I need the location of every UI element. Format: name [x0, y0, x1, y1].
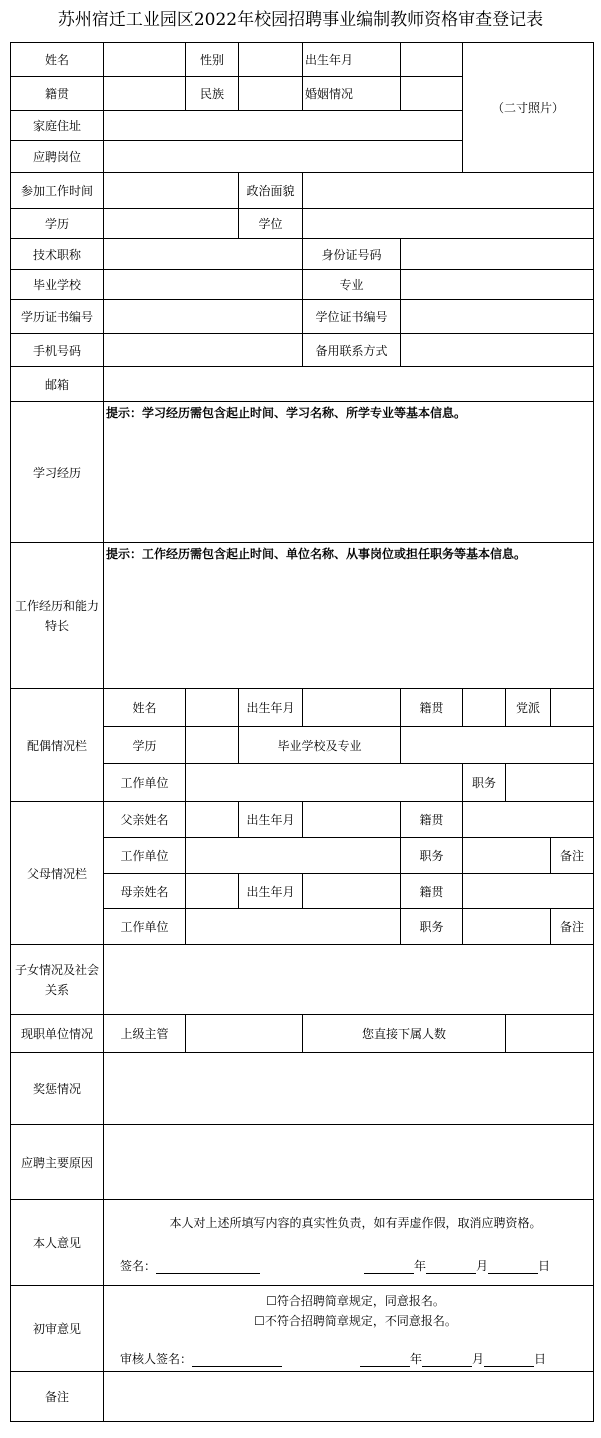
- father-birth-field[interactable]: [303, 802, 401, 838]
- spouse-party-label: 党派: [506, 689, 551, 727]
- mother-name-label: 母亲姓名: [104, 874, 186, 909]
- father-name-field[interactable]: [186, 802, 239, 838]
- spouse-name-field[interactable]: [186, 689, 239, 727]
- name-label: 姓名: [11, 43, 104, 77]
- father-birth-label: 出生年月: [239, 802, 303, 838]
- reviewer-sign-blank[interactable]: [192, 1352, 282, 1367]
- spouse-birth-label: 出生年月: [239, 689, 303, 727]
- spouse-section-label: 配偶情况栏: [11, 689, 104, 802]
- spouse-work-unit-field[interactable]: [186, 764, 463, 802]
- study-history-field[interactable]: 提示：学习经历需包含起止时间、学习名称、所学专业等基本信息。: [104, 402, 594, 543]
- political-field[interactable]: [303, 173, 594, 209]
- degree-field[interactable]: [303, 209, 594, 239]
- tech-title-field[interactable]: [104, 239, 303, 270]
- mother-birth-label: 出生年月: [239, 874, 303, 909]
- review-opinion-field[interactable]: [104, 1286, 594, 1372]
- children-field[interactable]: [104, 945, 594, 1015]
- reason-label: 应聘主要原因: [11, 1125, 104, 1200]
- self-month-label: 月: [476, 1258, 489, 1273]
- position-label: 应聘岗位: [11, 141, 104, 173]
- marital-label: 婚姻情况: [303, 77, 401, 111]
- reviewer-sign-label: 审核人签名：: [120, 1351, 193, 1366]
- ethnic-label: 民族: [186, 77, 239, 111]
- review-day-blank[interactable]: [484, 1352, 534, 1367]
- id-number-label: 身份证号码: [303, 239, 401, 270]
- self-opinion-label: 本人意见: [11, 1200, 104, 1286]
- self-day-blank[interactable]: [488, 1259, 538, 1274]
- mother-native-field[interactable]: [463, 874, 594, 909]
- father-remark-label: 备注: [551, 838, 594, 874]
- mother-native-label: 籍贯: [401, 874, 463, 909]
- subordinates-field[interactable]: [506, 1015, 594, 1053]
- edu-cert-field[interactable]: [104, 300, 303, 334]
- spouse-name-label: 姓名: [104, 689, 186, 727]
- birth-label: 出生年月: [303, 43, 401, 77]
- mother-name-field[interactable]: [186, 874, 239, 909]
- declaration-text: 本人对上述所填写内容的真实性负责，如有弄虚作假，取消应聘资格。: [169, 1215, 542, 1230]
- mother-duty-label: 职务: [401, 909, 463, 945]
- degree-label: 学位: [239, 209, 303, 239]
- spouse-school-major-field[interactable]: [401, 727, 594, 764]
- children-label: 子女情况及社会关系: [11, 945, 104, 1015]
- father-work-unit-field[interactable]: [186, 838, 401, 874]
- registration-form: [10, 42, 594, 1422]
- mobile-field[interactable]: [104, 334, 303, 367]
- work-history-field[interactable]: 提示：工作经历需包含起止时间、单位名称、从事岗位或担任职务等基本信息。: [104, 543, 594, 689]
- marital-field[interactable]: [401, 77, 463, 111]
- photo-placeholder[interactable]: （二寸照片）: [463, 43, 594, 173]
- notes-label: 备注: [11, 1372, 104, 1422]
- check-approve[interactable]: ☐符合招聘简章规定，同意报名。: [266, 1293, 445, 1308]
- spouse-duty-label: 职务: [463, 764, 506, 802]
- notes-field[interactable]: [104, 1372, 594, 1422]
- study-history-label: 学习经历: [11, 402, 104, 543]
- self-month-blank[interactable]: [426, 1259, 476, 1274]
- father-work-unit-label: 工作单位: [104, 838, 186, 874]
- position-field[interactable]: [104, 141, 463, 173]
- reason-field[interactable]: [104, 1125, 594, 1200]
- backup-contact-label: 备用联系方式: [303, 334, 401, 367]
- review-month-blank[interactable]: [422, 1352, 472, 1367]
- degree-cert-field[interactable]: [401, 300, 594, 334]
- email-field[interactable]: [104, 367, 594, 402]
- subordinates-label: 您直接下属人数: [303, 1015, 506, 1053]
- self-opinion-field[interactable]: [104, 1200, 594, 1286]
- address-label: 家庭住址: [11, 111, 104, 141]
- mother-birth-field[interactable]: [303, 874, 401, 909]
- spouse-birth-field[interactable]: [303, 689, 401, 727]
- review-month-label: 月: [472, 1351, 485, 1366]
- major-label: 专业: [303, 270, 401, 300]
- review-year-blank[interactable]: [360, 1352, 410, 1367]
- self-day-label: 日: [538, 1258, 551, 1273]
- self-year-blank[interactable]: [364, 1259, 414, 1274]
- spouse-education-label: 学历: [104, 727, 186, 764]
- father-native-label: 籍贯: [401, 802, 463, 838]
- birth-field[interactable]: [401, 43, 463, 77]
- superior-field[interactable]: [186, 1015, 303, 1053]
- father-duty-field[interactable]: [463, 838, 551, 874]
- review-year-label: 年: [410, 1351, 423, 1366]
- review-day-label: 日: [534, 1351, 547, 1366]
- awards-field[interactable]: [104, 1053, 594, 1125]
- parents-section-label: 父母情况栏: [11, 802, 104, 945]
- spouse-duty-field[interactable]: [506, 764, 594, 802]
- superior-label: 上级主管: [104, 1015, 186, 1053]
- gender-label: 性别: [186, 43, 239, 77]
- gender-field[interactable]: [239, 43, 303, 77]
- ethnic-field[interactable]: [239, 77, 303, 111]
- awards-label: 奖惩情况: [11, 1053, 104, 1125]
- school-label: 毕业学校: [11, 270, 104, 300]
- spouse-party-field[interactable]: [551, 689, 594, 727]
- native-label: 籍贯: [11, 77, 104, 111]
- education-field[interactable]: [104, 209, 239, 239]
- current-unit-label: 现职单位情况: [11, 1015, 104, 1053]
- school-field[interactable]: [104, 270, 303, 300]
- work-start-label: 参加工作时间: [11, 173, 104, 209]
- spouse-native-label: 籍贯: [401, 689, 463, 727]
- mobile-label: 手机号码: [11, 334, 104, 367]
- native-field[interactable]: [104, 77, 186, 111]
- page-title: 苏州宿迁工业园区2022年校园招聘事业编制教师资格审查登记表: [57, 10, 544, 30]
- father-duty-label: 职务: [401, 838, 463, 874]
- work-start-field[interactable]: [104, 173, 239, 209]
- mother-remark-label: 备注: [551, 909, 594, 945]
- id-number-field[interactable]: [401, 239, 594, 270]
- signature-label: 签名：: [120, 1258, 157, 1273]
- spouse-school-major-label: 毕业学校及专业: [239, 727, 401, 764]
- major-field[interactable]: [401, 270, 594, 300]
- self-signature-row: [106, 1252, 591, 1274]
- mother-duty-field[interactable]: [463, 909, 551, 945]
- signature-blank[interactable]: [156, 1259, 260, 1274]
- work-history-label: 工作经历和能力特长: [11, 543, 104, 689]
- review-opinion-label: 初审意见: [11, 1286, 104, 1372]
- political-label: 政治面貌: [239, 173, 303, 209]
- edu-cert-label: 学历证书编号: [11, 300, 104, 334]
- father-native-field[interactable]: [463, 802, 594, 838]
- name-field[interactable]: [104, 43, 186, 77]
- address-field[interactable]: [104, 111, 463, 141]
- reviewer-signature-row: [106, 1345, 591, 1367]
- spouse-native-field[interactable]: [463, 689, 506, 727]
- spouse-education-field[interactable]: [186, 727, 239, 764]
- mother-work-unit-label: 工作单位: [104, 909, 186, 945]
- father-name-label: 父亲姓名: [104, 802, 186, 838]
- mother-work-unit-field[interactable]: [186, 909, 401, 945]
- tech-title-label: 技术职称: [11, 239, 104, 270]
- email-label: 邮箱: [11, 367, 104, 402]
- backup-contact-field[interactable]: [401, 334, 594, 367]
- check-reject[interactable]: ☐不符合招聘简章规定，不同意报名。: [254, 1313, 457, 1328]
- education-label: 学历: [11, 209, 104, 239]
- degree-cert-label: 学位证书编号: [303, 300, 401, 334]
- spouse-work-unit-label: 工作单位: [104, 764, 186, 802]
- self-year-label: 年: [414, 1258, 427, 1273]
